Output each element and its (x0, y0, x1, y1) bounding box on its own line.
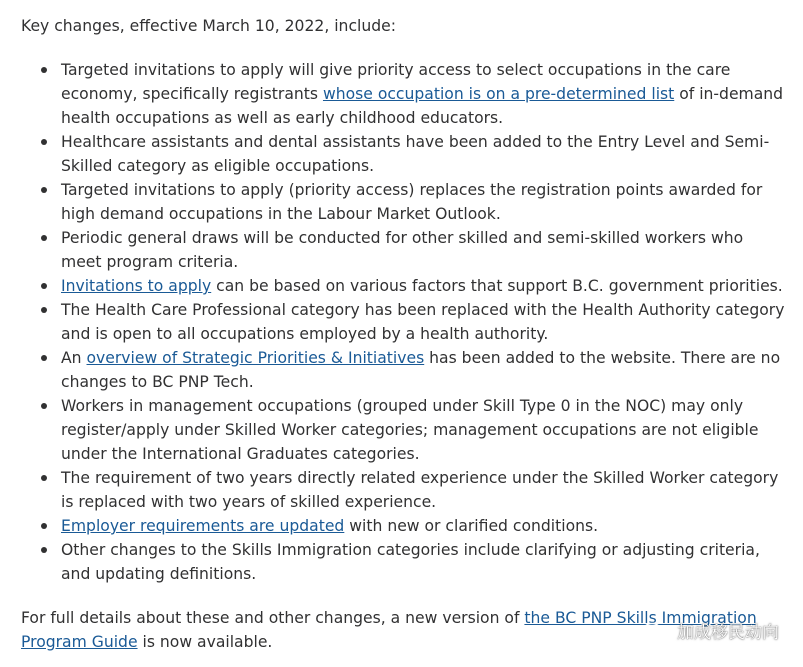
list-item-text: The requirement of two years directly related experience under the Skilled Worker category is replaced with two years of skilled experience. (61, 469, 779, 511)
list-item-link[interactable]: overview of Strategic Priorities & Initiatives (86, 349, 425, 367)
list-item-text-after: has been added to the website. There are no changes to BC PNP Tech. (61, 349, 781, 391)
list-item-text: Periodic general draws will be conducted for other skilled and semi-skilled workers who meet program criteria. (61, 229, 744, 271)
list-item-text-after: with new or clarified conditions. (344, 517, 599, 535)
list-item-text: Targeted invitations to apply (priority access) replaces the registration points awarded for high demand occupations in the Labour Market Outlook. (61, 181, 763, 223)
list-item (21, 466, 786, 514)
list-item (21, 298, 786, 346)
list-item-link[interactable]: Employer requirements are updated (61, 517, 345, 535)
outro-text-after: is now available. (137, 633, 273, 651)
intro-text: Key changes, effective March 10, 2022, include: (21, 17, 396, 35)
list-item (21, 130, 786, 178)
list-item (21, 514, 786, 538)
outro-text (21, 606, 786, 654)
list-item-text: An (61, 349, 87, 367)
list-item-text: Workers in management occupations (grouped under Skill Type 0 in the NOC) may only register/apply under Skilled Worker categories; management occupations are not eligible under the International Graduates categories. (61, 397, 759, 463)
list-item-text-after: can be based on various factors that support B.C. government priorities. (211, 277, 783, 295)
list-item-text-after: of in-demand health occupations as well as early childhood educators. (61, 85, 784, 127)
article-content (21, 14, 786, 654)
list-item-text: Other changes to the Skills Immigration categories include clarifying or adjusting criteria, and updating definitions. (61, 541, 760, 583)
list-item (21, 274, 786, 298)
key-changes-list (21, 58, 786, 586)
watermark-text: 加成移民动向 (677, 623, 779, 643)
list-item-link[interactable]: Invitations to apply (61, 277, 212, 295)
list-item (21, 58, 786, 130)
outro-text-before: For full details about these and other changes, a new version of (21, 609, 525, 627)
list-item-text: The Health Care Professional category has been replaced with the Health Authority category and is open to all occupations employed by a health authority. (61, 301, 785, 343)
list-item (21, 178, 786, 226)
list-item-text: Targeted invitations to apply will give priority access to select occupations in the care economy, specifically registrants (61, 61, 731, 103)
list-item-link[interactable]: whose occupation is on a pre-determined list (322, 85, 675, 103)
list-item (21, 346, 786, 394)
program-guide-link[interactable]: the BC PNP Skills Immigration Program Guide (21, 609, 757, 651)
list-item-text: Healthcare assistants and dental assistants have been added to the Entry Level and Semi-Skilled category as eligible occupations. (61, 133, 770, 175)
list-item (21, 394, 786, 466)
list-item (21, 538, 786, 586)
list-item (21, 226, 786, 274)
